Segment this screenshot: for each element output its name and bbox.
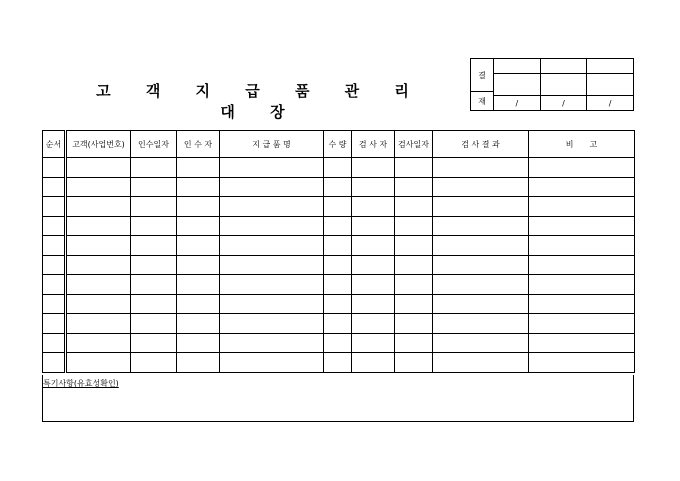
- table-cell[interactable]: [529, 236, 635, 256]
- table-cell[interactable]: [395, 177, 433, 197]
- table-cell[interactable]: [66, 197, 131, 217]
- table-cell[interactable]: [395, 236, 433, 256]
- table-cell[interactable]: [433, 216, 529, 236]
- table-cell[interactable]: [220, 333, 324, 353]
- table-row: [43, 158, 635, 178]
- approval-signature-cell[interactable]: [494, 74, 541, 96]
- table-cell[interactable]: [66, 158, 131, 178]
- table-row: [43, 333, 635, 353]
- table-cell[interactable]: [43, 353, 66, 373]
- table-cell[interactable]: [529, 158, 635, 178]
- table-cell[interactable]: [43, 177, 66, 197]
- table-cell[interactable]: [131, 333, 177, 353]
- customer-supply-ledger-table: [42, 130, 635, 373]
- table-cell[interactable]: [395, 216, 433, 236]
- table-row: [43, 236, 635, 256]
- table-cell[interactable]: [220, 294, 324, 314]
- table-cell[interactable]: [43, 333, 66, 353]
- approval-signature-cell[interactable]: [540, 74, 587, 96]
- header-received-date: 인수일자: [131, 131, 177, 158]
- approval-label-bottom: 재: [471, 92, 494, 111]
- table-cell[interactable]: [43, 314, 66, 334]
- table-cell[interactable]: [324, 255, 352, 275]
- approval-date-cell[interactable]: /: [540, 96, 587, 111]
- table-cell[interactable]: [131, 353, 177, 373]
- table-cell[interactable]: [177, 275, 220, 295]
- table-cell[interactable]: [433, 275, 529, 295]
- table-cell[interactable]: [131, 314, 177, 334]
- table-cell[interactable]: [43, 216, 66, 236]
- table-cell[interactable]: [177, 177, 220, 197]
- table-cell[interactable]: [66, 294, 131, 314]
- table-cell[interactable]: [529, 255, 635, 275]
- table-cell[interactable]: [352, 333, 395, 353]
- table-cell[interactable]: [324, 333, 352, 353]
- table-cell[interactable]: [352, 275, 395, 295]
- table-cell[interactable]: [131, 158, 177, 178]
- table-cell[interactable]: [220, 158, 324, 178]
- table-row: [43, 275, 635, 295]
- table-cell[interactable]: [324, 275, 352, 295]
- table-cell[interactable]: [433, 353, 529, 373]
- header-inspection-date: 검사일자: [395, 131, 433, 158]
- table-cell[interactable]: [177, 314, 220, 334]
- table-cell[interactable]: [220, 236, 324, 256]
- header-inspection-result: 검 사 결 과: [433, 131, 529, 158]
- table-cell[interactable]: [529, 353, 635, 373]
- table-cell[interactable]: [529, 333, 635, 353]
- table-cell[interactable]: [131, 255, 177, 275]
- table-row: [43, 353, 635, 373]
- table-cell[interactable]: [529, 216, 635, 236]
- table-cell[interactable]: [324, 236, 352, 256]
- table-row: [43, 255, 635, 275]
- table-cell[interactable]: [395, 333, 433, 353]
- table-row: [43, 197, 635, 217]
- table-cell[interactable]: [66, 216, 131, 236]
- table-cell[interactable]: [177, 236, 220, 256]
- table-cell[interactable]: [324, 294, 352, 314]
- table-cell[interactable]: [433, 177, 529, 197]
- approval-box: [470, 58, 634, 111]
- table-cell[interactable]: [324, 353, 352, 373]
- table-cell[interactable]: [395, 255, 433, 275]
- table-cell[interactable]: [433, 158, 529, 178]
- table-cell[interactable]: [352, 353, 395, 373]
- header-customer: 고객(사업번호): [66, 131, 131, 158]
- table-cell[interactable]: [66, 236, 131, 256]
- table-cell[interactable]: [433, 314, 529, 334]
- table-cell[interactable]: [433, 333, 529, 353]
- table-cell[interactable]: [131, 177, 177, 197]
- table-cell[interactable]: [395, 197, 433, 217]
- table-cell[interactable]: [66, 314, 131, 334]
- table-cell[interactable]: [177, 158, 220, 178]
- table-cell[interactable]: [352, 314, 395, 334]
- table-cell[interactable]: [66, 275, 131, 295]
- table-cell[interactable]: [395, 294, 433, 314]
- page-title: 고 객 지 급 품 관 리 대 장: [96, 82, 424, 121]
- table-cell[interactable]: [220, 255, 324, 275]
- table-cell[interactable]: [131, 294, 177, 314]
- table-cell[interactable]: [529, 197, 635, 217]
- table-cell[interactable]: [395, 275, 433, 295]
- table-cell[interactable]: [220, 314, 324, 334]
- table-cell[interactable]: [529, 177, 635, 197]
- table-cell[interactable]: [529, 314, 635, 334]
- table-row: [43, 216, 635, 236]
- table-cell[interactable]: [131, 275, 177, 295]
- table-row: [43, 294, 635, 314]
- table-cell[interactable]: [220, 177, 324, 197]
- approval-signature-cell[interactable]: [540, 59, 587, 74]
- table-cell[interactable]: [395, 314, 433, 334]
- table-cell[interactable]: [324, 314, 352, 334]
- table-cell[interactable]: [131, 236, 177, 256]
- table-cell[interactable]: [324, 216, 352, 236]
- table-cell[interactable]: [324, 177, 352, 197]
- table-cell[interactable]: [66, 255, 131, 275]
- table-cell[interactable]: [220, 216, 324, 236]
- approval-date-cell[interactable]: /: [587, 96, 634, 111]
- table-cell[interactable]: [177, 333, 220, 353]
- table-row: [43, 314, 635, 334]
- table-cell[interactable]: [352, 197, 395, 217]
- table-row: [43, 177, 635, 197]
- approval-signature-cell[interactable]: [587, 74, 634, 96]
- header-receiver: 인 수 자: [177, 131, 220, 158]
- table-cell[interactable]: [395, 353, 433, 373]
- table-cell[interactable]: [220, 197, 324, 217]
- header-item-name: 지 급 품 명: [220, 131, 324, 158]
- table-cell[interactable]: [352, 158, 395, 178]
- header-quantity: 수 량: [324, 131, 352, 158]
- table-cell[interactable]: [352, 236, 395, 256]
- table-cell[interactable]: [220, 275, 324, 295]
- table-cell[interactable]: [395, 158, 433, 178]
- table-cell[interactable]: [352, 294, 395, 314]
- approval-date-cell[interactable]: /: [494, 96, 541, 111]
- approval-signature-cell[interactable]: [587, 59, 634, 74]
- table-cell[interactable]: [177, 197, 220, 217]
- header-remarks: 비 고: [529, 131, 635, 158]
- header-seq: 순서: [43, 131, 66, 158]
- table-cell[interactable]: [433, 197, 529, 217]
- table-cell[interactable]: [43, 275, 66, 295]
- table-cell[interactable]: [352, 216, 395, 236]
- table-cell[interactable]: [433, 236, 529, 256]
- table-cell[interactable]: [433, 294, 529, 314]
- table-cell[interactable]: [529, 275, 635, 295]
- approval-signature-cell[interactable]: [494, 59, 541, 74]
- header-inspector: 검 사 자: [352, 131, 395, 158]
- table-cell[interactable]: [43, 158, 66, 178]
- table-cell[interactable]: [177, 216, 220, 236]
- table-cell[interactable]: [352, 177, 395, 197]
- table-cell[interactable]: [220, 353, 324, 373]
- notes-section[interactable]: [42, 375, 634, 422]
- table-cell[interactable]: [66, 333, 131, 353]
- table-cell[interactable]: [131, 216, 177, 236]
- table-cell[interactable]: [43, 255, 66, 275]
- table-cell[interactable]: [43, 236, 66, 256]
- table-cell[interactable]: [352, 255, 395, 275]
- approval-label-top: 결: [471, 59, 494, 92]
- table-cell[interactable]: [324, 197, 352, 217]
- table-cell[interactable]: [66, 353, 131, 373]
- table-cell[interactable]: [177, 255, 220, 275]
- table-cell[interactable]: [43, 197, 66, 217]
- table-cell[interactable]: [66, 177, 131, 197]
- table-cell[interactable]: [131, 197, 177, 217]
- table-cell[interactable]: [324, 158, 352, 178]
- table-cell[interactable]: [529, 294, 635, 314]
- table-cell[interactable]: [433, 255, 529, 275]
- table-header-row: [43, 131, 635, 158]
- table-cell[interactable]: [177, 294, 220, 314]
- table-cell[interactable]: [43, 294, 66, 314]
- table-cell[interactable]: [177, 353, 220, 373]
- notes-label: 특기사항(유효성확인): [43, 379, 119, 388]
